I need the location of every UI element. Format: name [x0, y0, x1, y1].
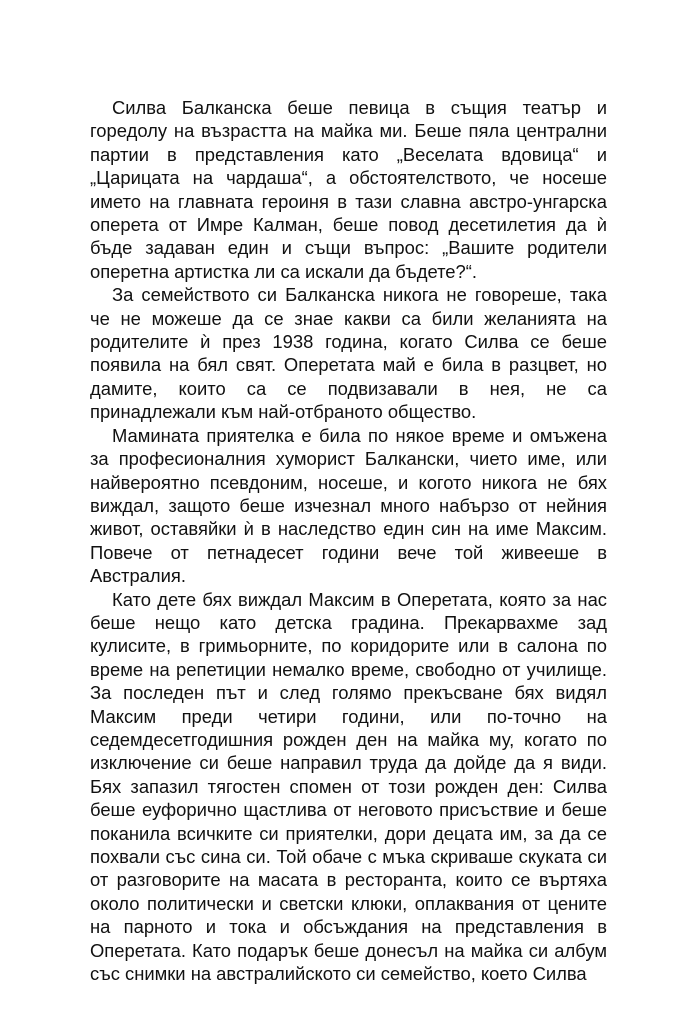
paragraph-3: Мамината приятелка е била по някое време и омъжена за професионалния хуморист Балкански, чието име, или найвероятно псевдоним, носеше, и когото никога не бях виждал, защото беше изчезнал много набързо от нейния живот, оставяйки ѝ в наследство един син на име Максим. Повече от петнадесет години вече той живееше в Австралия. — [90, 424, 607, 587]
paragraph-4: Като дете бях виждал Максим в Оперетата, която за нас беше нещо като детска градина. Прекарвахме зад кулисите, в гримьорните, по коридорите или в салона по време на репетиции немалко време, свободно от училище. За последен път и след голямо прекъсване бях видял Максим преди четири години, или по-точно на седемдесетгодишния рожден ден на майка му, когато по изключение си беше направил труда да дойде да я види. Бях запазил тягостен спомен от този рожден ден: Силва беше еуфорично щастлива от неговото присъствие и беше поканила всичките си приятелки, дори децата им, за да се похвали със сина си. Той обаче с мъка скриваше скуката си от разговорите на масата в ресторанта, които се въртяха около политически и светски клюки, оплаквания от цените на парното и тока и обсъждания на представления в Оперетата. Като подарък беше донесъл на майка си албум със снимки на австралийското си семейство, което Силва — [90, 588, 607, 985]
paragraph-1: Силва Балканска беше певица в същия театър и горедолу на възрастта на майка ми. Беше пяла централни партии в представления като „Веселата вдовица“ и „Царицата на чардаша“, а обстоятелството, че носеше името на главната героиня в тази славна австро-унгарска оперета от Имре Калман, беше повод десетилетия да ѝ бъде задаван един и същи въпрос: „Вашите родители оперетна артистка ли са искали да бъдете?“. — [90, 97, 607, 282]
body-text — [90, 96, 607, 985]
paragraph-2: За семейството си Балканска никога не говореше, така че не можеше да се знае какви са били желанията на родителите ѝ през 1938 година, когато Силва се беше появила на бял свят. Оперетата май е била в разцвет, но дамите, които са се подвизавали в нея, не са принадлежали към най-отбраното общество. — [90, 284, 607, 423]
